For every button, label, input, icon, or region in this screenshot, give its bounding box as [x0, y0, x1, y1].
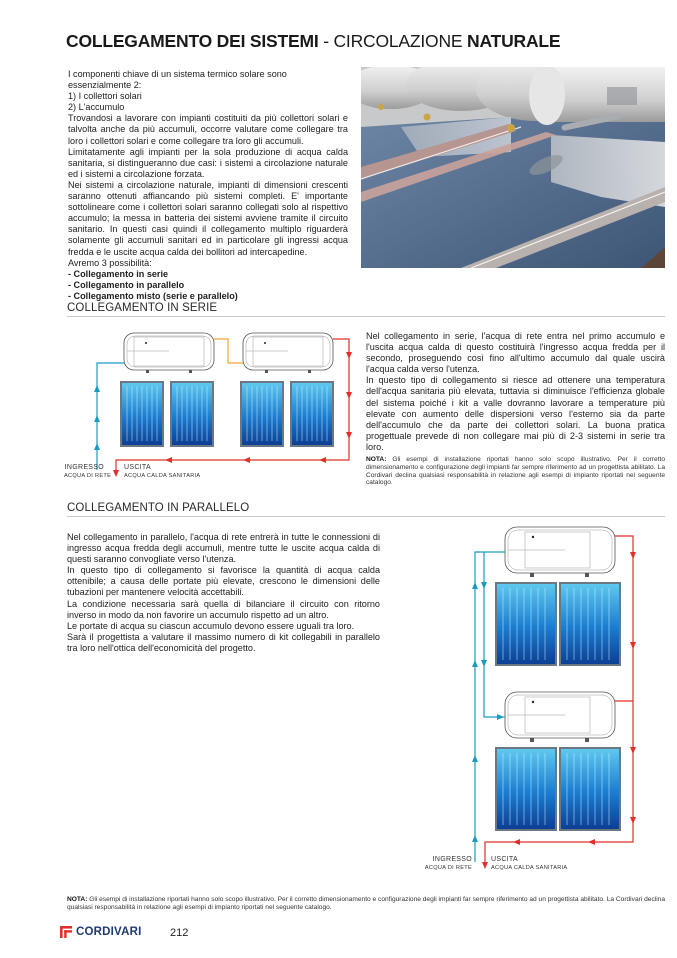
label-uscita-serie: USCITA ACQUA CALDA SANITARIA	[124, 464, 201, 479]
parallelo-paragraph: Nel collegamento in parallelo, l'acqua di rete entrerà in tutte le connessioni di ingresso acqua fredda degli accumuli, mentre tutte le uscite acqua calda di questi saranno convogliate verso l'utenza.	[67, 532, 380, 565]
nota-label: NOTA:	[366, 456, 387, 463]
section-heading-serie: COLLEGAMENTO IN SERIE	[67, 302, 218, 314]
intro-paragraph: Trovandosi a lavorare con impianti costituiti da più collettori solari e talvolta anche da più accumuli, occorre valutare come collegare tra loro i collettori solari e come collegare tra loro gli accumuli.	[68, 113, 348, 146]
nota-label: NOTA:	[67, 896, 88, 903]
parallelo-paragraph: La condizione necessaria sarà quella di bilanciare il circuito con ritorno inverso in modo da non favorire un accumulo rispetto ad un altro.	[67, 598, 380, 620]
title-emphasis: NATURALE	[467, 31, 561, 51]
collector-panel	[240, 381, 284, 447]
title-separator: -	[318, 31, 334, 51]
collector-panel	[559, 582, 621, 666]
serie-text	[366, 331, 665, 453]
collector-panel	[120, 381, 164, 447]
solar-installation-photo	[361, 67, 665, 268]
option-parallelo: - Collegamento in parallelo	[68, 279, 185, 290]
cordivari-logo-icon	[60, 926, 72, 938]
page-number: 212	[170, 927, 189, 939]
parallelo-paragraph: Sarà il progettista a valutare il massimo numero di kit collegabili in parallelo tra loro nell'ottica dell'economicità del progetto.	[67, 631, 380, 653]
page-title	[66, 31, 560, 52]
intro-paragraph: Nei sistemi a circolazione naturale, impianti di dimensioni crescenti saranno ottenuti affiancando più sistemi completi. E' importante sottolineare come i collettori solari saranno collegati solo al rispettivo accumulo; la messa in batteria dei sistemi avviene tramite il circuito sanitario. In questi casi quindi il collegamento multiplo riguarderà solamente gli accumuli sanitari ed in particolare gli ingressi acqua fredda e le uscite acqua calda dei bollitori ad intercapedine.	[68, 179, 348, 257]
label-uscita-parallelo: USCITA ACQUA CALDA SANITARIA	[491, 856, 568, 871]
label-ingresso-serie: INGRESSO ACQUA DI RETE	[64, 464, 112, 479]
arrow-down-icon	[482, 862, 488, 869]
section-divider	[67, 516, 665, 517]
serie-paragraph: In questo tipo di collegamento si riesce ad ottenere una temperatura dell'acqua sanitaria più elevata, tuttavia si diminuisce l'efficienza globale del sistema poiché i kit a valle dovranno lavorare a temperature più elevate con aumento delle dispersioni verso l'esterno sia da parte dell'accumulo che da parte dei collettori solari. La buona pratica progettuale prevede di non collegare mai più di 2-3 sistemi in serie tra loro.	[366, 375, 665, 452]
diagram-serie	[90, 325, 365, 470]
collector-panel	[495, 582, 557, 666]
nota-text: Gli esempi di installazione riportati hanno solo scopo illustrativo. Per il corretto dimensionamento e configurazione degli impianti far sempre riferimento ad un progettista abilitato. La Cordivari declina qualsiasi responsabilità in relazione agli esempi di impianto riportati nel seguente catalogo.	[67, 896, 666, 911]
tank-2	[505, 692, 615, 742]
arrow-down-icon	[113, 470, 119, 477]
section-heading-parallelo: COLLEGAMENTO IN PARALLELO	[67, 502, 250, 514]
intro-line: 1) I collettori solari	[68, 91, 142, 102]
parallelo-paragraph: Le portate di acqua su ciascun accumulo devono essere uguali tra loro.	[67, 620, 355, 631]
link-pipe	[214, 339, 243, 363]
label-ingresso-parallelo: INGRESSO ACQUA DI RETE	[424, 856, 472, 871]
intro-line: I componenti chiave di un sistema termico solare sono essenzialmente 2:	[68, 69, 287, 91]
title-main: COLLEGAMENTO DEI SISTEMI	[66, 31, 319, 51]
nota-text: Gli esempi di installazione riportati hanno solo scopo illustrativo. Per il corretto dimensionamento e configurazione degli impianti far sempre riferimento ad un progettista abilitato. La Cordivari declina qualsiasi responsabilità in relazione agli esempi di impianto riportati nel seguente catalogo.	[366, 456, 665, 487]
option-serie: - Collegamento in serie	[68, 268, 169, 279]
parallelo-paragraph: In questo tipo di collegamento si favorisce la quantità di acqua calda ottenibile; a causa delle portate più elevate, crescono le dimensioni delle tubazioni per mantenere velocità accettabili.	[67, 565, 380, 598]
tank-1	[124, 333, 214, 373]
cold-water-pipe	[97, 363, 124, 470]
title-sub: CIRCOLAZIONE	[333, 31, 463, 51]
brand-name: CORDIVARI	[76, 926, 142, 938]
footer-nota	[67, 896, 667, 912]
serie-nota	[366, 456, 665, 487]
brand-logo	[60, 926, 141, 938]
intro-paragraph: Avremo 3 possibilità:	[68, 257, 152, 268]
serie-paragraph: Nel collegamento in serie, l'acqua di rete entra nel primo accumulo e l'uscita acqua calda di questo costituirà l'ingresso acqua fredda per il secondo, proseguendo così fino all'ultimo accumulo dal quale uscirà l'acqua calda verso l'utenza.	[366, 331, 665, 375]
intro-text	[68, 69, 348, 302]
intro-paragraph: Limitatamente agli impianti per la sola produzione di acqua calda sanitaria, si distingueranno due casi: i sistemi a circolazione naturale ed i sistemi a circolazione forzata.	[68, 146, 348, 179]
collector-panel	[559, 747, 621, 831]
section-divider	[67, 316, 665, 317]
tank-2	[243, 333, 333, 373]
collector-panel	[495, 747, 557, 831]
collector-panel	[290, 381, 334, 447]
collector-panel	[170, 381, 214, 447]
tank-1	[505, 527, 615, 577]
diagram-parallelo	[470, 522, 640, 862]
option-misto: - Collegamento misto (serie e parallelo)	[68, 290, 238, 301]
intro-line: 2) L'accumulo	[68, 102, 125, 113]
parallelo-text	[67, 532, 380, 654]
